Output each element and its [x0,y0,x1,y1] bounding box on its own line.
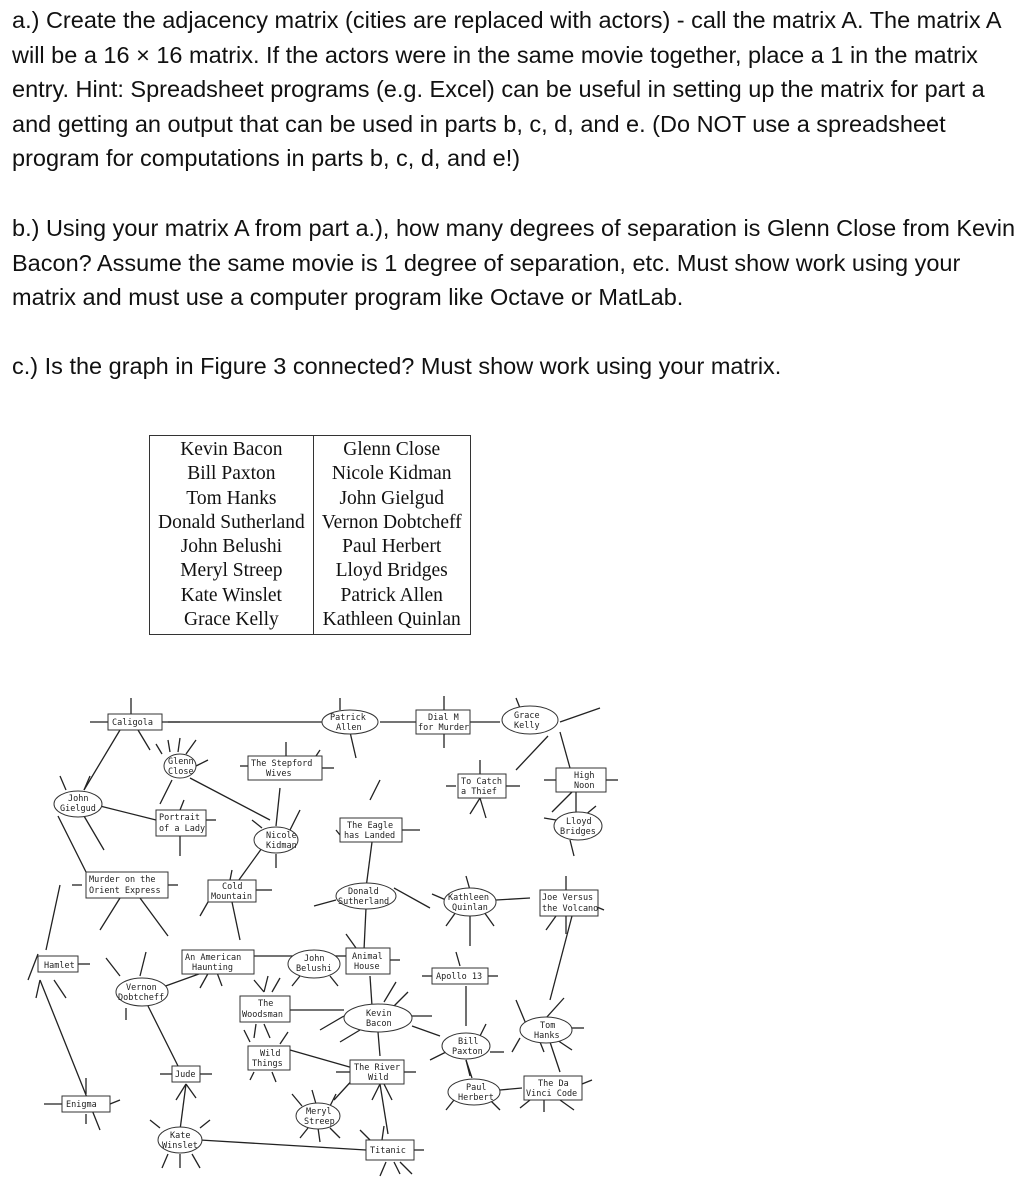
actor-table [149,435,471,635]
actor-kevin-bacon [344,1004,412,1032]
svg-text:Bill: Bill [458,1037,479,1047]
svg-text:Paxton: Paxton [452,1047,483,1057]
svg-text:Meryl: Meryl [306,1107,332,1117]
svg-text:Allen: Allen [336,723,362,733]
table-row [150,584,471,608]
svg-text:Sutherland: Sutherland [338,897,390,907]
table-row [150,559,471,583]
actor-cell: Grace Kelly [150,608,314,635]
actor-vernon-dobtcheff [116,978,168,1006]
actor-tom-hanks [520,1017,572,1043]
actor-cell: Kevin Bacon [150,436,314,463]
svg-text:High: High [574,771,595,781]
svg-text:Quinlan: Quinlan [452,903,488,913]
movie-eagle-has-landed [340,818,402,842]
movie-enigma [62,1096,110,1112]
svg-text:of a Lady: of a Lady [159,824,206,834]
actor-cell: Bill Paxton [150,462,314,486]
table-row [150,535,471,559]
svg-text:Patrick: Patrick [330,713,366,723]
svg-text:The Da: The Da [538,1079,569,1089]
actor-movie-graph [0,680,620,1180]
svg-text:Streep: Streep [304,1117,335,1127]
svg-text:Grace: Grace [514,711,540,721]
svg-text:Jude: Jude [175,1070,196,1080]
movie-high-noon [556,768,606,792]
svg-text:the Volcano: the Volcano [542,904,599,914]
svg-text:Haunting: Haunting [192,963,233,973]
svg-text:Tom: Tom [540,1021,556,1031]
svg-text:John: John [68,794,89,804]
actor-lloyd-bridges [554,812,602,840]
svg-text:Enigma: Enigma [66,1100,97,1110]
actor-nicole-kidman [254,827,298,853]
movie-the-river-wild [350,1060,404,1084]
svg-text:Glenn: Glenn [168,757,194,767]
svg-text:An American: An American [185,953,242,963]
svg-text:Caligola: Caligola [112,718,153,728]
actor-donald-sutherland [336,883,396,909]
actor-cell: Meryl Streep [150,559,314,583]
svg-text:Lloyd: Lloyd [566,817,592,827]
movie-cold-mountain [208,880,256,902]
actor-cell: Paul Herbert [342,536,442,558]
svg-text:Dial M: Dial M [428,713,459,723]
svg-text:Portrait: Portrait [159,813,200,823]
movie-titanic [366,1140,414,1160]
actor-cell: John Belushi [150,535,314,559]
actor-meryl-streep [296,1103,340,1129]
actor-cell: Donald Sutherland [150,511,314,535]
svg-text:Winslet: Winslet [162,1141,198,1151]
svg-text:Wild: Wild [260,1049,281,1059]
actor-cell: Kate Winslet [150,584,314,608]
svg-text:Herbert: Herbert [458,1093,494,1103]
svg-text:for Murder: for Murder [418,723,470,733]
actor-cell: Patrick Allen [340,584,443,606]
movie-caligola [108,714,162,730]
table-row [150,608,471,635]
svg-text:The River: The River [354,1063,401,1073]
svg-text:Orient Express: Orient Express [89,886,161,896]
svg-text:Kate: Kate [170,1131,191,1141]
question-c: c.) Is the graph in Figure 3 connected? Must show work using your matrix. [12,353,782,379]
movie-portrait-of-a-lady [156,810,206,836]
svg-text:Vernon: Vernon [126,983,157,993]
svg-text:Kathleen: Kathleen [448,893,489,903]
svg-text:Dobtcheff: Dobtcheff [118,993,165,1003]
svg-text:Things: Things [252,1059,283,1069]
svg-text:Kelly: Kelly [514,721,540,731]
svg-text:Vinci Code: Vinci Code [526,1089,578,1099]
svg-text:Bridges: Bridges [560,827,596,837]
movie-to-catch-a-thief [458,774,506,798]
movie-apollo-13 [432,968,488,984]
movie-the-woodsman [240,996,290,1022]
actor-patrick-allen [322,710,378,734]
svg-text:Close: Close [168,767,194,777]
svg-text:a Thief: a Thief [461,787,497,797]
svg-text:Hamlet: Hamlet [44,961,75,971]
svg-text:House: House [354,962,380,972]
svg-text:Bacon: Bacon [366,1019,392,1029]
svg-text:The Eagle: The Eagle [347,821,394,831]
svg-text:Donald: Donald [348,887,379,897]
svg-text:To Catch: To Catch [461,777,502,787]
svg-text:Joe Versus: Joe Versus [542,893,594,903]
actor-cell: John Gielgud [339,487,444,509]
svg-text:Nicole: Nicole [266,831,297,841]
actor-grace-kelly [502,706,558,734]
svg-text:Apollo 13: Apollo 13 [436,972,483,982]
movie-dial-m-for-murder [416,710,470,734]
actor-john-belushi [288,950,340,978]
question-b: b.) Using your matrix A from part a.), how many degrees of separation is Glenn Close from Kevin Bacon? Assume the same movie is 1 degree of separation, etc. Must show work using your matrix and must use a computer program like Octave or MatLab. [12,215,1016,310]
svg-text:John: John [304,954,325,964]
movie-stepford-wives [248,756,322,780]
svg-text:Kevin: Kevin [366,1009,392,1019]
movie-animal-house [346,948,390,974]
actor-glenn-close [164,754,196,778]
svg-text:has Landed: has Landed [344,831,396,841]
table-row [150,511,471,535]
svg-text:Paul: Paul [466,1083,487,1093]
movie-hamlet [38,956,78,972]
table-row [150,487,471,511]
actor-cell: Nicole Kidman [331,463,452,485]
movie-jude [172,1066,200,1082]
svg-text:Noon: Noon [574,781,595,791]
svg-text:Wives: Wives [266,769,292,779]
movie-joe-versus-the-volcano [540,890,598,916]
svg-text:Kidman: Kidman [266,841,297,851]
actor-cell: Lloyd Bridges [335,560,448,582]
actor-cell: Glenn Close [343,439,441,460]
svg-text:The Stepford: The Stepford [251,759,313,769]
svg-text:The: The [258,999,274,1009]
actor-kate-winslet [158,1127,202,1153]
table-row [150,436,471,463]
svg-text:Murder on the: Murder on the [89,875,156,885]
svg-text:Mountain: Mountain [211,892,252,902]
svg-text:Titanic: Titanic [370,1146,406,1156]
actor-paul-herbert [448,1079,500,1105]
table-row [150,462,471,486]
actor-bill-paxton [442,1033,490,1059]
svg-text:Gielgud: Gielgud [60,804,96,814]
svg-text:Cold: Cold [222,882,243,892]
actor-cell: Tom Hanks [150,487,314,511]
movie-an-american-haunting [182,950,254,974]
svg-text:Woodsman: Woodsman [242,1010,283,1020]
svg-text:Belushi: Belushi [296,964,332,974]
movie-the-da-vinci-code [524,1076,582,1100]
actor-cell: Kathleen Quinlan [322,609,461,631]
svg-text:Wild: Wild [368,1073,389,1083]
actor-cell: Vernon Dobtcheff [321,511,462,533]
actor-kathleen-quinlan [444,888,496,916]
movie-wild-things [248,1046,290,1070]
svg-text:Animal: Animal [352,952,383,962]
svg-text:Hanks: Hanks [534,1031,560,1041]
movie-murder-on-the-orient-express [86,872,168,898]
actor-john-gielgud [54,791,102,817]
question-a: a.) Create the adjacency matrix (cities are replaced with actors) - call the matrix A. The matrix A will be a 16 × 16 matrix. If the actors were in the same movie together, place a 1 in the matrix entry. Hint: Spreadsheet programs (e.g. Excel) can be useful in setting up the matrix for part a and getting an output that can be used in parts b, c, d, and e. (Do NOT use a spreadsheet program for computations in parts b, c, d, and e!) [12,7,1001,171]
